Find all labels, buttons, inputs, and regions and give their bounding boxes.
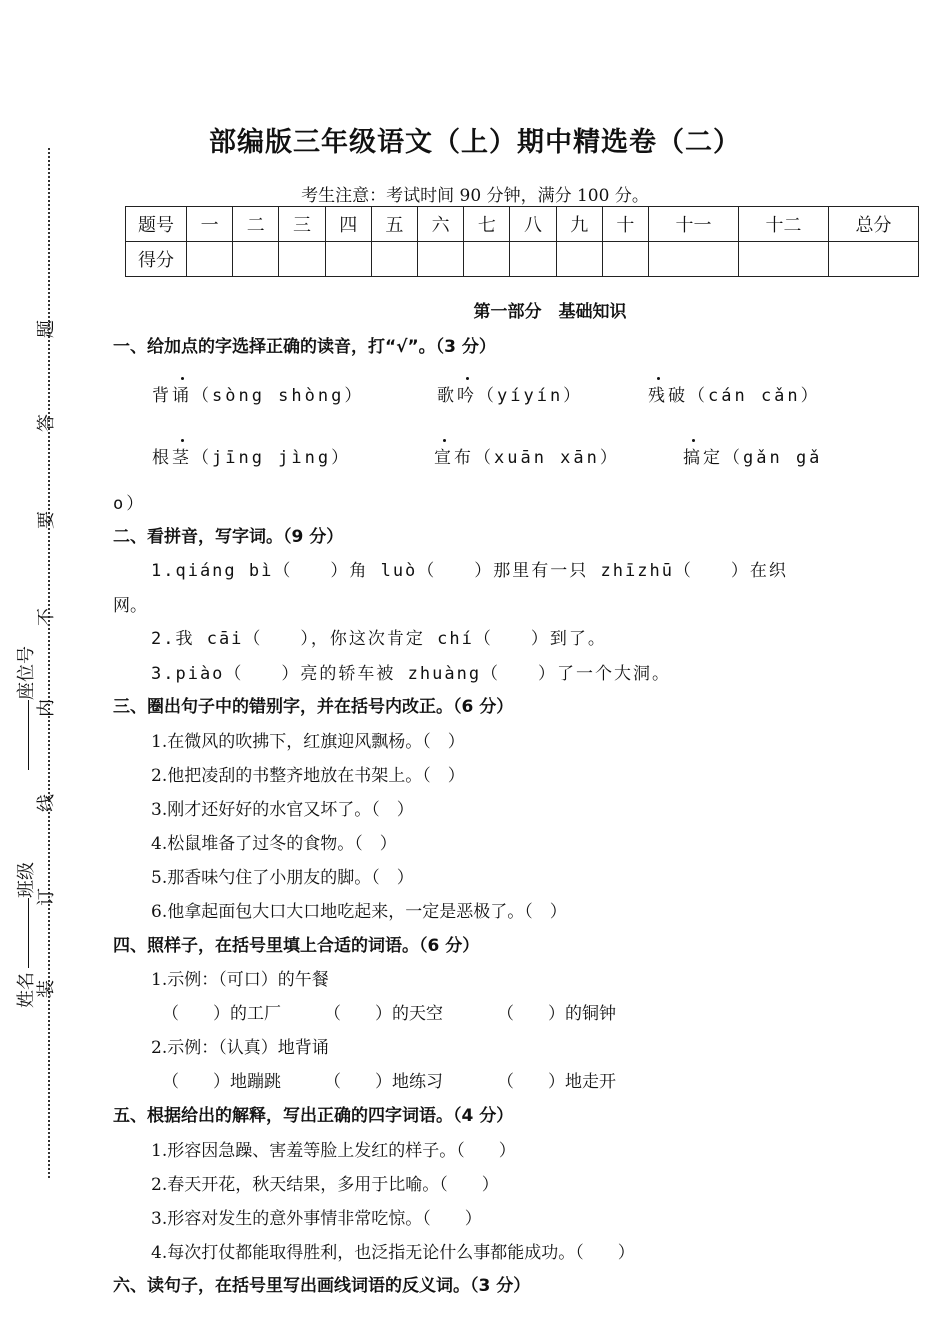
question-line: 3.形容对发生的意外事情非常吃惊。（ ）: [151, 1209, 482, 1229]
score-cell[interactable]: [602, 242, 648, 277]
item-text: 根: [152, 448, 172, 468]
section-heading: 二、看拼音，写字词。（9 分）: [113, 527, 344, 547]
header-cell: 十二: [739, 207, 829, 242]
fill-blank: （ ）的铜钟: [497, 1004, 616, 1024]
pinyin-item: [152, 443, 351, 468]
table-row: [126, 207, 919, 242]
score-cell[interactable]: [556, 242, 602, 277]
fill-blank: （ ）地练习: [324, 1072, 443, 1092]
question-line: 5.那香味勺住了小朋友的脚。（ ）: [151, 868, 414, 888]
header-cell: 三: [279, 207, 325, 242]
section-heading: 五、根据给出的解释，写出正确的四字词语。（4 分）: [113, 1106, 514, 1126]
section-heading: 六、读句子，在括号里写出画线词语的反义词。（3 分）: [113, 1276, 531, 1296]
item-text: 破（cán cǎn）: [668, 386, 821, 406]
header-cell: 总分: [828, 207, 918, 242]
header-cell: 五: [371, 207, 417, 242]
score-cell[interactable]: [828, 242, 918, 277]
pinyin-item: [152, 381, 364, 406]
dotted-char: 吟: [457, 381, 477, 406]
item-text: 布（xuān xān）: [454, 448, 620, 468]
score-cell[interactable]: [464, 242, 510, 277]
section-heading: 四、照样子，在括号里填上合适的词语。（6 分）: [113, 936, 480, 956]
page-title: 部编版三年级语文（上）期中精选卷（二）: [209, 127, 741, 158]
header-cell: 四: [325, 207, 371, 242]
header-cell: 一: [187, 207, 233, 242]
item-text: 歌: [437, 386, 457, 406]
score-cell[interactable]: [233, 242, 279, 277]
header-cell: 六: [418, 207, 464, 242]
pinyin-item: [437, 381, 583, 406]
fill-blank: （ ）地蹦跳: [162, 1072, 281, 1092]
score-cell[interactable]: [325, 242, 371, 277]
dotted-char: 搞: [683, 443, 703, 468]
header-cell: 七: [464, 207, 510, 242]
margin-char: 题: [36, 320, 57, 338]
score-cell[interactable]: [371, 242, 417, 277]
dotted-char: 诵: [172, 381, 192, 406]
dotted-char: 茎: [172, 443, 192, 468]
score-cell[interactable]: [418, 242, 464, 277]
header-cell: 十一: [649, 207, 739, 242]
question-line: 2.他把凌刮的书整齐地放在书架上。（ ）: [151, 766, 465, 786]
dotted-char: 宣: [434, 443, 454, 468]
score-cell[interactable]: [187, 242, 233, 277]
class-underline: [28, 898, 30, 968]
header-cell: 题号: [126, 207, 187, 242]
fill-blank: （ ）的工厂: [162, 1004, 281, 1024]
score-cell[interactable]: [649, 242, 739, 277]
margin-char: 装: [36, 980, 57, 998]
score-table: [125, 206, 919, 277]
question-line: 3.piào（ ）亮的轿车被 zhuàng（ ）了一个大洞。: [151, 664, 672, 684]
dotted-char: 残: [648, 381, 668, 406]
row-label: 得分: [126, 242, 187, 277]
question-line: 4.每次打仗都能取得胜利，也泛指无论什么事都能成功。（ ）: [151, 1243, 635, 1263]
section-heading: 一、给加点的字选择正确的读音，打“√”。（3 分）: [113, 337, 496, 357]
question-line: 2.我 cāi（ ），你这次肯定 chí（ ）到了。: [151, 629, 607, 649]
seat-label: 座位号: [16, 646, 37, 700]
header-cell: 二: [233, 207, 279, 242]
wrap-text: o）: [113, 494, 147, 514]
score-cell[interactable]: [279, 242, 325, 277]
margin-char: 要: [36, 511, 57, 529]
question-line: 网。: [113, 596, 147, 616]
question-line: 3.刚才还好好的水官又坏了。（ ）: [151, 800, 414, 820]
item-text: 背: [152, 386, 172, 406]
pinyin-item: [683, 443, 822, 468]
margin-char: 不: [36, 608, 57, 626]
margin-char: 内: [36, 699, 57, 717]
header-cell: 十: [602, 207, 648, 242]
item-text: 定（gǎn gǎ: [703, 448, 823, 468]
score-cell[interactable]: [739, 242, 829, 277]
example-line: 2.示例：（认真）地背诵: [151, 1038, 329, 1058]
name-label: 姓名: [16, 972, 37, 1008]
exam-notice: 考生注意：考试时间 90 分钟，满分 100 分。: [301, 186, 649, 206]
margin-char: 答: [36, 414, 57, 432]
seat-underline: [28, 700, 30, 770]
class-label: 班级: [16, 862, 37, 898]
part-heading: 第一部分 基础知识: [473, 302, 627, 322]
question-line: 1.形容因急躁、害羞等脸上发红的样子。（ ）: [151, 1141, 516, 1161]
score-cell[interactable]: [510, 242, 556, 277]
item-text: （sòng shòng）: [192, 386, 365, 406]
fill-blank: （ ）的天空: [324, 1004, 443, 1024]
pinyin-item: [648, 381, 821, 406]
question-line: 4.松鼠堆备了过冬的食物。（ ）: [151, 834, 397, 854]
fill-blank: （ ）地走开: [497, 1072, 616, 1092]
margin-char: 线: [36, 794, 57, 812]
pinyin-item: [434, 443, 620, 468]
question-line: 2.春天开花，秋天结果，多用于比喻。（ ）: [151, 1175, 499, 1195]
question-line: 1.qiáng bì（ ）角 luò（ ）那里有一只 zhīzhū（ ）在织: [151, 561, 788, 581]
table-row: [126, 242, 919, 277]
margin-char: 订: [36, 888, 57, 906]
question-line: 1.在微风的吹拂下，红旗迎风飘杨。（ ）: [151, 732, 465, 752]
section-heading: 三、圈出句子中的错别字，并在括号内改正。（6 分）: [113, 697, 514, 717]
question-line: 6.他拿起面包大口大口地吃起来，一定是恶极了。（ ）: [151, 902, 567, 922]
item-text: （yíyín）: [477, 386, 584, 406]
header-cell: 八: [510, 207, 556, 242]
item-text: （jīng jìng）: [192, 448, 352, 468]
header-cell: 九: [556, 207, 602, 242]
example-line: 1.示例：（可口）的午餐: [151, 970, 329, 990]
